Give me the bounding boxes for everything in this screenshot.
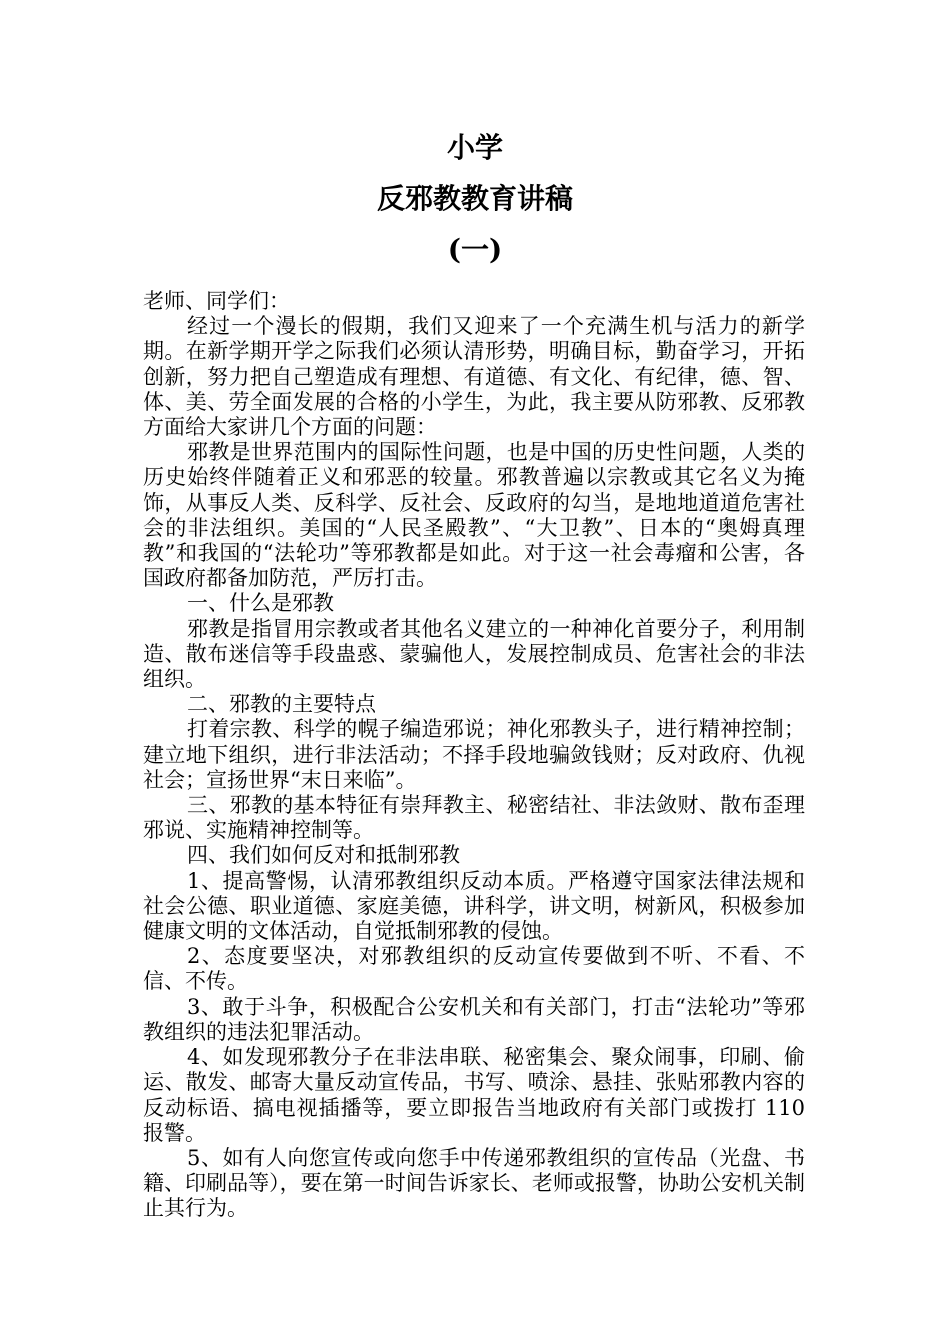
paragraph-intro: 经过一个漫长的假期，我们又迎来了一个充满生机与活力的新学期。在新学期开学之际我们必须认清形势，明确目标，勤奋学习，开拓创新，努力把自己塑造成有理想、有道德、有文化、有纪律，德、智、体、美、劳全面发展的合格的小学生，为此，我主要从防邪教、反邪教方面给大家讲几个方面的问题： xyxy=(143,314,805,440)
paragraph-background: 邪教是世界范围内的国际性问题，也是中国的历史性问题，人类的历史始终伴随着正义和邪恶的较量。邪教普遍以宗教或其它名义为掩饰，从事反人类、反科学、反社会、反政府的勾当，是地地道道危害社会的非法组织。美国的“人民圣殿教”、“大卫教”、日本的“奥姆真理教”和我国的“法轮功”等邪教都是如此。对于这一社会毒瘤和公害，各国政府都备加防范，严厉打击。 xyxy=(143,440,805,591)
document-title: 反邪教教育讲稿 xyxy=(376,182,573,215)
section-heading-features: 二、邪教的主要特点 xyxy=(187,692,376,717)
list-item-2: 2、态度要坚决，对邪教组织的反动宣传要做到不听、不看、不信、不传。 xyxy=(143,944,805,994)
list-item-4: 4、如发现邪教分子在非法串联、秘密集会、聚众闹事，印刷、偷运、散发、邮寄大量反动宣传品，书写、喷涂、悬挂、张贴邪教内容的反动标语、搞电视插播等，要立即报告当地政府有关部门或拨打 110 报警。 xyxy=(143,1045,805,1145)
section-basic-characteristics: 三、邪教的基本特征有崇拜教主、秘密结社、非法敛财、散布歪理邪说、实施精神控制等。 xyxy=(143,793,805,843)
document-part-number: (一) xyxy=(447,233,503,266)
salutation: 老师、同学们： xyxy=(143,289,290,313)
section-heading-how-to-resist: 四、我们如何反对和抵制邪教 xyxy=(187,843,460,868)
paragraph-definition: 邪教是指冒用宗教或者其他名义建立的一种神化首要分子，利用制造、散布迷信等手段蛊惑、蒙骗他人，发展控制成员、危害社会的非法组织。 xyxy=(143,616,805,692)
list-item-5: 5、如有人向您宣传或向您手中传递邪教组织的宣传品（光盘、书籍、印刷品等），要在第一时间告诉家长、老师或报警，协助公安机关制止其行为。 xyxy=(143,1145,805,1221)
title-school-level: 小学 xyxy=(446,131,503,164)
list-item-1: 1、提高警惕，认清邪教组织反动本质。严格遵守国家法律法规和社会公德、职业道德、家庭美德，讲科学，讲文明，树新风，积极参加健康文明的文体活动，自觉抵制邪教的侵蚀。 xyxy=(143,868,805,944)
paragraph-features: 打着宗教、科学的幌子编造邪说；神化邪教头子，进行精神控制；建立地下组织，进行非法活动；不择手段地骗敛钱财；反对政府、仇视社会；宣扬世界“末日来临”。 xyxy=(143,717,805,792)
document-body xyxy=(143,289,805,1222)
list-item-3: 3、敢于斗争，积极配合公安机关和有关部门，打击“法轮功”等邪教组织的违法犯罪活动。 xyxy=(143,994,805,1044)
section-heading-what-is: 一、什么是邪教 xyxy=(187,591,334,616)
